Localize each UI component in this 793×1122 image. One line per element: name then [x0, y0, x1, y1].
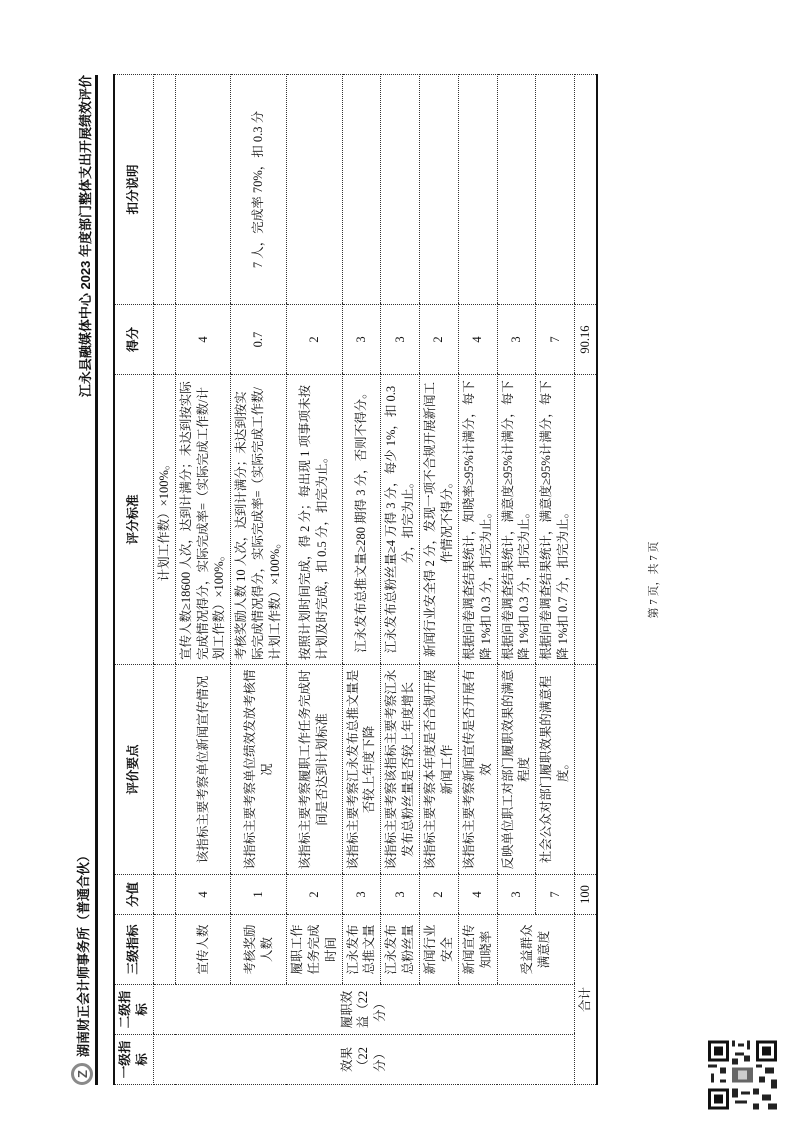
col-header-point: 评价要点 [114, 665, 153, 875]
table-row-continued [153, 75, 175, 1085]
cell-level3: 受益群众满意度 [497, 915, 575, 985]
cell-weight: 2 [420, 875, 459, 915]
table-row [231, 75, 287, 1085]
cell-criteria: 江永发布总推文量≥280 期得 3 分，否则不得分。 [342, 375, 381, 665]
cell-empty [575, 375, 597, 665]
cell-criteria: 宣传人数≥18600 人次，达到计满分；未达到按实际完成情况得分，实际完成率=（实际完成工作数/计划工作数）×100%。 [175, 375, 231, 665]
rotated-page [65, 55, 660, 1085]
cell-weight: 1 [231, 875, 287, 915]
cell-level3: 新闻行业安全 [420, 915, 459, 985]
cell-point: 该指标主要考察单位绩效发放考核情况 [231, 665, 287, 875]
cell-empty [153, 875, 175, 915]
cell-score: 2 [286, 305, 342, 375]
page-number: 第 7 页，共 7 页 [648, 541, 660, 619]
evaluation-table [113, 74, 598, 1085]
cell-level3: 宣传人数 [175, 915, 231, 985]
cell-point: 社会公众对部门履职效果的满意程度。 [536, 665, 575, 875]
cell-level3: 履职工作任务完成时间 [286, 915, 342, 985]
col-header-weight: 分值 [114, 875, 153, 915]
table-total-row [575, 75, 597, 1085]
total-label: 合计 [575, 915, 597, 1085]
table-header-row [114, 75, 153, 1085]
cell-score: 2 [420, 305, 459, 375]
cell-weight: 3 [497, 875, 536, 915]
cell-weight: 2 [286, 875, 342, 915]
cell-level3: 江永发布总粉丝量 [381, 915, 420, 985]
table-row [175, 75, 231, 1085]
table-row [497, 75, 536, 1085]
cell-point: 该指标主要考察单位新闻宣传情况 [175, 665, 231, 875]
qr-code-icon [705, 1035, 780, 1115]
cell-criteria: 按照计划时间完成，得 2 分；每出现 1 项事项未按计划及时完成，扣 0.5 分，扣完为止。 [286, 375, 342, 665]
document-title: 江永县融媒体中心 2023 年度部门整体支出开展绩效评价 [78, 75, 93, 398]
cell-note [286, 75, 342, 305]
cell-level3: 江永发布总推文量 [342, 915, 381, 985]
total-weight: 100 [575, 875, 597, 915]
cell-criteria: 江永发布总粉丝量≥4 万得 3 分，每少 1%，扣 0.3 分，扣完为止。 [381, 375, 420, 665]
cell-empty [153, 305, 175, 375]
cell-point: 该指标主要考察江永发布总推文量是否较上年度下降 [342, 665, 381, 875]
col-header-level3: 三级指标 [114, 915, 153, 985]
table-row [286, 75, 342, 1085]
col-header-note: 扣分说明 [114, 75, 153, 305]
cell-score: 3 [342, 305, 381, 375]
firm-name: 湖南财正会计师事务所（普通合伙） [75, 848, 91, 1057]
cell-level3: 考核奖励人数 [231, 915, 287, 985]
cell-point: 该指标主要考察履职工作任务完成时间是否达到计划标准 [286, 665, 342, 875]
table-row [420, 75, 459, 1085]
cell-empty [153, 915, 175, 985]
cell-point: 该指标主要考察该指标主要考察江永发布总粉丝量是否较上年度增长 [381, 665, 420, 875]
cell-empty [575, 665, 597, 875]
cell-level3: 新闻宣传知晓率 [458, 915, 497, 985]
cell-weight: 3 [342, 875, 381, 915]
col-header-criteria: 评分标准 [114, 375, 153, 665]
cell-score: 4 [458, 305, 497, 375]
cell-level1: 效果（22 分） [153, 1035, 574, 1085]
cell-score: 0.7 [231, 305, 287, 375]
cell-weight: 4 [458, 875, 497, 915]
cell-empty [153, 75, 175, 305]
header-divider [95, 75, 98, 1085]
cell-note [536, 75, 575, 305]
table-row [381, 75, 420, 1085]
cell-note [497, 75, 536, 305]
cell-note [342, 75, 381, 305]
cell-score: 3 [381, 305, 420, 375]
cell-weight: 7 [536, 875, 575, 915]
cell-criteria: 根据问卷调查结果统计，满意度≥95%计满分，每下降 1%扣 0.7 分，扣完为止。 [536, 375, 575, 665]
firm-header [71, 849, 93, 1085]
cell-point: 该指标主要考察新闻宣传是否开展有效 [458, 665, 497, 875]
table-row [342, 75, 381, 1085]
cell-weight: 4 [175, 875, 231, 915]
cell-criteria: 根据问卷调查结果统计，知晓率≥95%计满分，每下降 1%扣 0.3 分，扣完为止。 [458, 375, 497, 665]
cell-level2: 履职效益（22 分） [153, 985, 574, 1035]
cell-note [458, 75, 497, 305]
evaluation-table-wrapper [113, 75, 598, 1085]
cell-empty [153, 665, 175, 875]
cell-score: 7 [536, 305, 575, 375]
cell-criteria: 计划工作数）×100%。 [153, 375, 175, 665]
col-header-level2: 二级指标 [114, 985, 153, 1035]
total-score: 90.16 [575, 305, 597, 375]
firm-logo-icon: Z [71, 1063, 93, 1085]
cell-weight: 3 [381, 875, 420, 915]
cell-criteria: 根据问卷调查结果统计，满意度≥95%计满分，每下降 1%扣 0.3 分，扣完为止。 [497, 375, 536, 665]
table-row [458, 75, 497, 1085]
cell-criteria: 考核奖励人数 10 人次，达到计满分；未达到按实际完成情况得分，实际完成率=（实际完成工作数/计划工作数）×100%。 [231, 375, 287, 665]
cell-score: 4 [175, 305, 231, 375]
cell-note: 7 人，完成率 70%，扣 0.3 分 [231, 75, 287, 305]
cell-point: 该指标主要考察本年度是否合规开展新闻工作 [420, 665, 459, 875]
cell-score: 3 [497, 305, 536, 375]
cell-point: 反映单位职工对部门履职效果的满意程度 [497, 665, 536, 875]
page-header [65, 75, 99, 1085]
col-header-level1: 一级指标 [114, 1035, 153, 1085]
cell-note [381, 75, 420, 305]
cell-criteria: 新闻行业安全得 2 分，发现一项不合规开展新闻工作情况不得分。 [420, 375, 459, 665]
col-header-score: 得分 [114, 305, 153, 375]
cell-empty [575, 75, 597, 305]
cell-note [175, 75, 231, 305]
cell-note [420, 75, 459, 305]
